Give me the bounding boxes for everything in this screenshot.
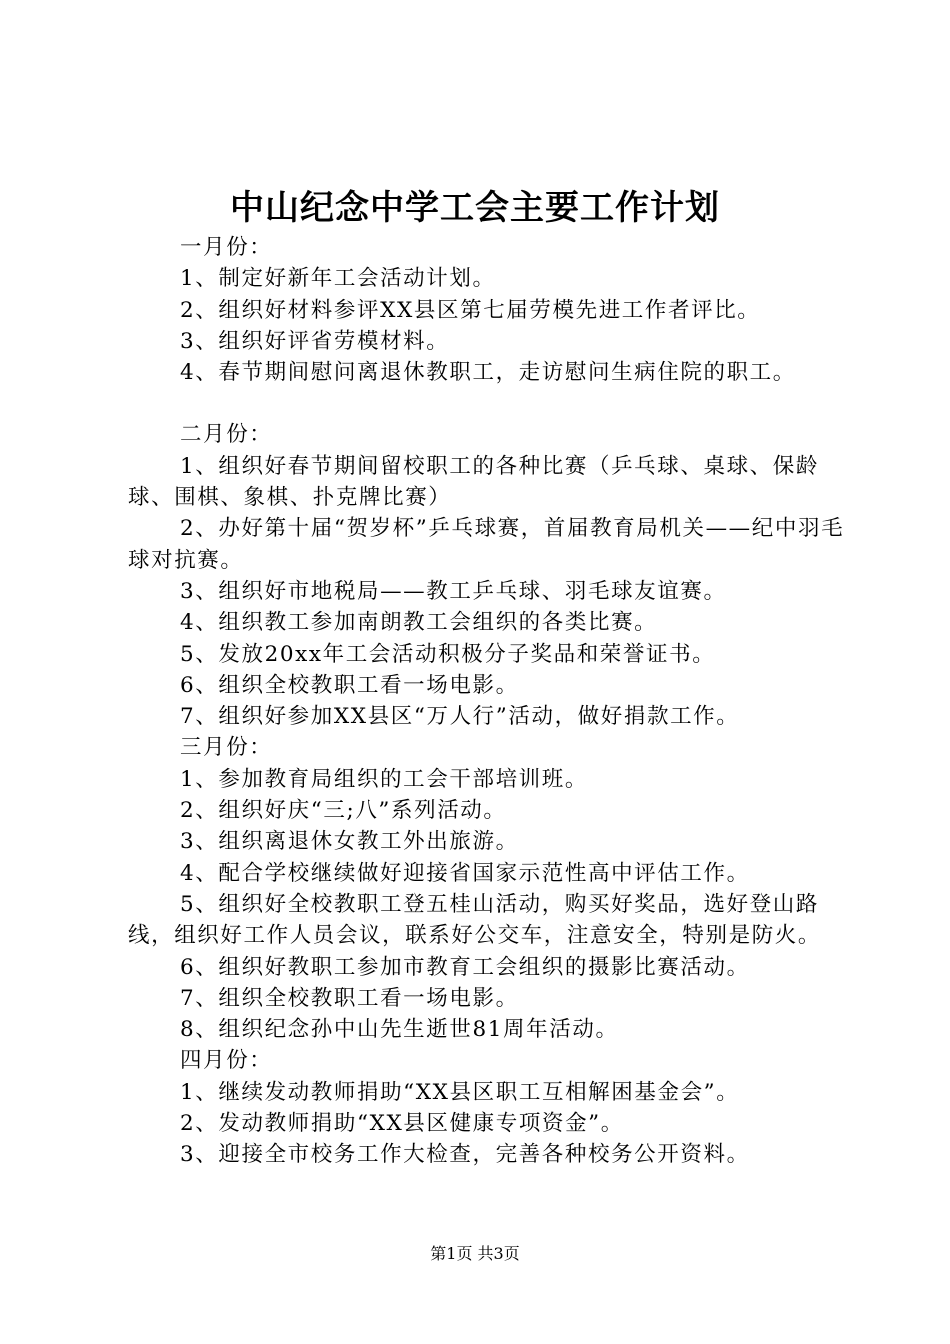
paragraph: 2、组织好庆“三;八”系列活动。 — [180, 798, 507, 824]
paragraph: 3、迎接全市校务工作大检查，完善各种校务公开资料。 — [180, 1142, 750, 1168]
paragraph: 6、组织全校教职工看一场电影。 — [180, 672, 519, 698]
paragraph: 7、组织全校教职工看一场电影。 — [180, 985, 519, 1011]
paragraph: 1、组织好春节期间留校职工的各种比赛（乒乓球、桌球、保龄球、围棋、象棋、扑克牌比赛） — [128, 453, 819, 511]
paragraph: 3、组织离退休女教工外出旅游。 — [180, 829, 519, 855]
paragraph: 3、组织好评省劳模材料。 — [180, 328, 450, 354]
document-title: 中山纪念中学工会主要工作计划 — [230, 188, 720, 228]
paragraph: 7、组织好参加XX县区“万人行”活动，做好捐款工作。 — [180, 704, 740, 730]
section-heading-february: 二月份： — [180, 422, 273, 448]
paragraph: 5、发放20xx年工会活动积极分子奖品和荣誉证书。 — [180, 641, 716, 667]
paragraph: 4、组织教工参加南朗教工会组织的各类比赛。 — [180, 610, 658, 636]
paragraph: 8、组织纪念孙中山先生逝世81周年活动。 — [180, 1017, 619, 1043]
section-heading-april: 四月份： — [180, 1048, 273, 1074]
paragraph: 1、参加教育局组织的工会干部培训班。 — [180, 766, 588, 792]
paragraph: 2、发动教师捐助“XX县区健康专项资金”。 — [180, 1111, 624, 1137]
paragraph: 1、制定好新年工会活动计划。 — [180, 266, 496, 292]
paragraph: 2、组织好材料参评XX县区第七届劳模先进工作者评比。 — [180, 297, 761, 323]
document-body — [128, 232, 848, 1171]
page-footer: 第1页 共3页 — [430, 1244, 520, 1263]
paragraph: 2、办好第十届“贺岁杯”乒乓球赛，首届教育局机关——纪中羽毛球对抗赛。 — [128, 516, 845, 573]
paragraph: 4、春节期间慰问离退休教职工，走访慰问生病住院的职工。 — [180, 360, 796, 386]
section-heading-march: 三月份： — [180, 735, 273, 761]
paragraph: 4、配合学校继续做好迎接省国家示范性高中评估工作。 — [180, 860, 750, 886]
paragraph: 1、继续发动教师捐助“XX县区职工互相解困基金会”。 — [180, 1079, 740, 1105]
section-heading-january: 一月份： — [180, 235, 273, 260]
paragraph: 6、组织好教职工参加市教育工会组织的摄影比赛活动。 — [180, 954, 750, 980]
paragraph: 5、组织好全校教职工登五桂山活动，购买好奖品，选好登山路线，组织好工作人员会议，联系好公交车，注意安全，特别是防火。 — [128, 891, 822, 949]
paragraph: 3、组织好市地税局——教工乒乓球、羽毛球友谊赛。 — [180, 578, 727, 604]
